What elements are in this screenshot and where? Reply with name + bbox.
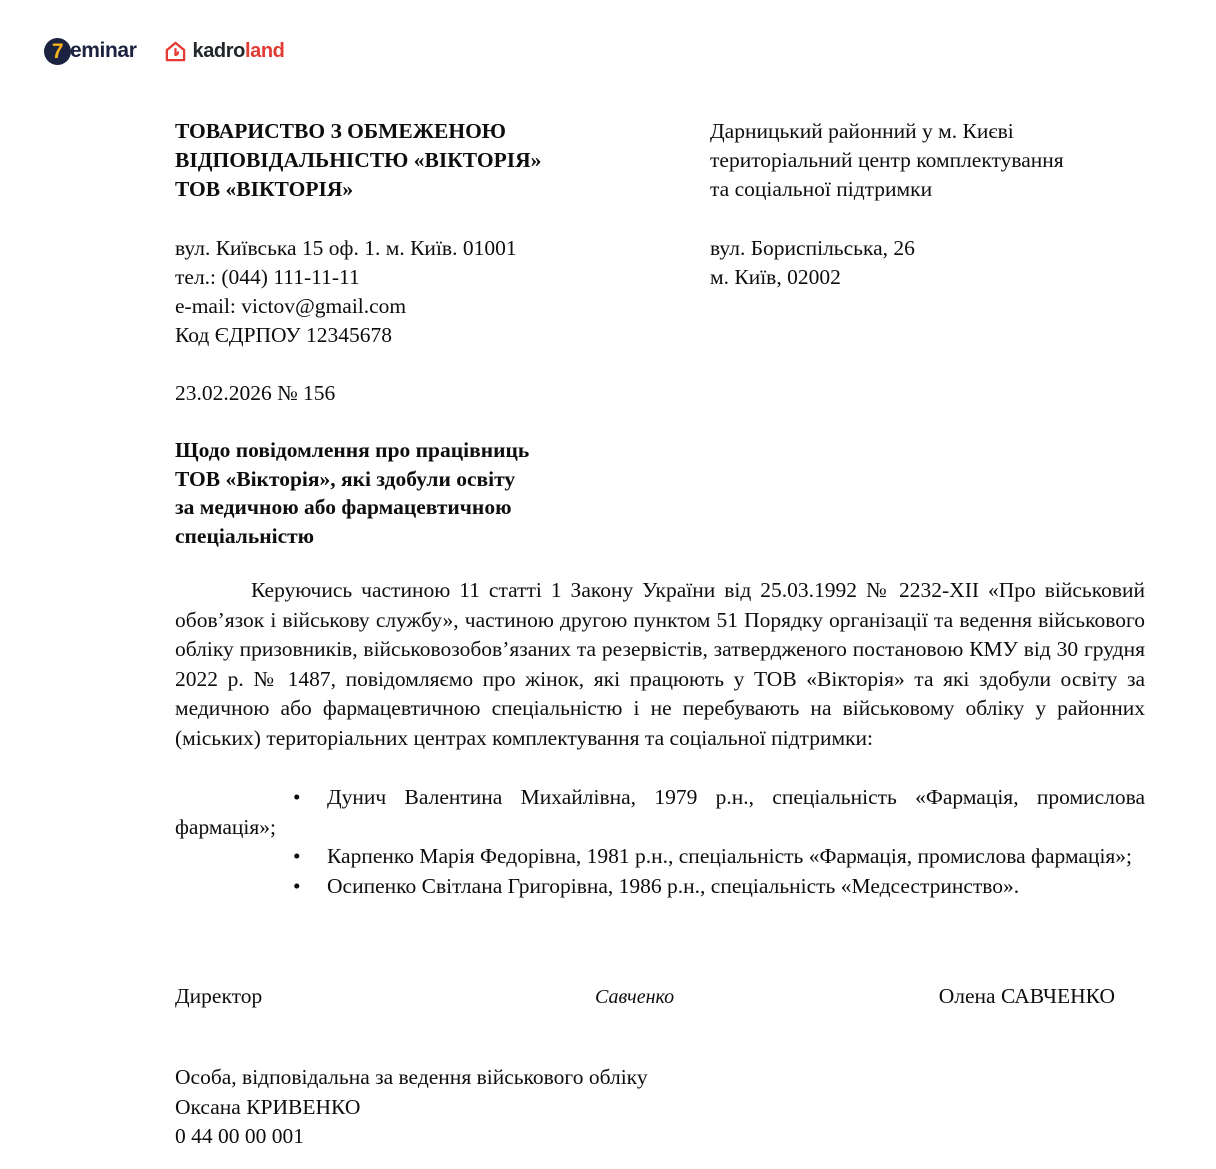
recipient-line-2: територіальний центр комплектування — [710, 148, 1064, 172]
sender-edrpou: Код ЄДРПОУ 12345678 — [175, 323, 392, 347]
recipient-address-line-1: вул. Бориспільська, 26 — [710, 236, 915, 260]
document-number: 23.02.2026 № 156 — [175, 381, 336, 405]
list-item — [175, 783, 1145, 842]
subject-line-4: спеціальністю — [175, 523, 315, 548]
subject-line-2: ТОВ «Вікторія», які здобули освіту — [175, 466, 516, 491]
brand-logo-bar — [44, 34, 284, 68]
body-paragraph: Керуючись частиною 11 статті 1 Закону України від 25.03.1992 № 2232-XII «Про військовий обов’язок і військову службу», частиною другою пунктом 51 Порядку організації та ведення військового обліку призовників, військовозобов’язаних та резервістів, затвердженого постановою КМУ від 30 грудня 2022 р. № 1487, повідомляємо про жінок, які працюють у ТОВ «Вікторія» та які здобули освіту за медичною або фармацевтичною спеціальністю і не перебувають на військовому обліку у районних (міських) територіальних центрах комплектування та соціальної підтримки: — [175, 578, 1145, 750]
seminar-logo-text: eminar — [70, 39, 137, 62]
employee-list — [175, 783, 1145, 901]
kadroland-text-red: land — [244, 39, 285, 62]
handwritten-signature: Савченко — [595, 986, 675, 1008]
responsible-person-block — [175, 1063, 875, 1152]
recipient-line-1: Дарницький районний у м. Києві — [710, 119, 1014, 143]
signature-row — [175, 982, 1115, 1012]
sender-name-line-3: ТОВ «ВІКТОРІЯ» — [175, 177, 354, 201]
bullet-icon: • — [293, 873, 301, 898]
responsible-person-phone: 0 44 00 00 001 — [175, 1124, 304, 1148]
recipient-address-line-2: м. Київ, 02002 — [710, 265, 841, 289]
sender-name-line-2: ВІДПОВІДАЛЬНІСТЮ «ВІКТОРІЯ» — [175, 148, 542, 172]
subject-block — [175, 436, 645, 550]
bullet-icon: • — [293, 785, 301, 809]
subject-line-3: за медичною або фармацевтичною — [175, 495, 512, 519]
employee-name-2: Карпенко Марія Федорівна, 1981 р.н., спеціальність «Фармація, промислова фармація»; — [327, 844, 1133, 868]
signer-position: Директор — [175, 984, 263, 1008]
signer-full-name: Олена САВЧЕНКО — [938, 984, 1115, 1008]
house-icon — [164, 40, 187, 63]
sender-address: вул. Київська 15 оф. 1. м. Київ. 01001 — [175, 236, 517, 260]
sender-name-line-1: ТОВАРИСТВО З ОБМЕЖЕНОЮ — [175, 119, 507, 143]
address-row — [175, 234, 1140, 350]
kadroland-logo-text — [192, 40, 284, 63]
recipient-address-block — [710, 234, 1140, 350]
responsible-person-name: Оксана КРИВЕНКО — [175, 1094, 361, 1119]
sender-contact-block — [175, 234, 615, 350]
employee-name-1: Дунич Валентина Михайлівна, 1979 р.н., спеціальність «Фармація, промислова фармація»; — [175, 785, 1145, 839]
seminar-seven-icon: 7 — [44, 38, 71, 65]
subject-line-1: Щодо повідомлення про працівниць — [175, 438, 530, 462]
sender-email: e-mail: victov@gmail.com — [175, 294, 407, 318]
sender-phone: тел.: (044) 111-11-11 — [175, 265, 360, 289]
responsible-person-title: Особа, відповідальна за ведення військового обліку — [175, 1065, 648, 1089]
employee-name-3: Осипенко Світлана Григорівна, 1986 р.н., спеціальність «Медсестринство». — [327, 873, 1020, 898]
recipient-line-3: та соціальної підтримки — [710, 177, 933, 201]
bullet-icon: • — [293, 844, 301, 868]
recipient-block — [710, 117, 1140, 204]
kadroland-logo[interactable] — [164, 40, 284, 63]
list-item — [175, 842, 1145, 872]
sender-name-block — [175, 117, 615, 204]
kadroland-text-dark: kadro — [192, 39, 245, 62]
list-item — [175, 872, 1145, 902]
seminar-logo[interactable] — [44, 38, 136, 65]
letterhead-row — [175, 117, 1140, 204]
